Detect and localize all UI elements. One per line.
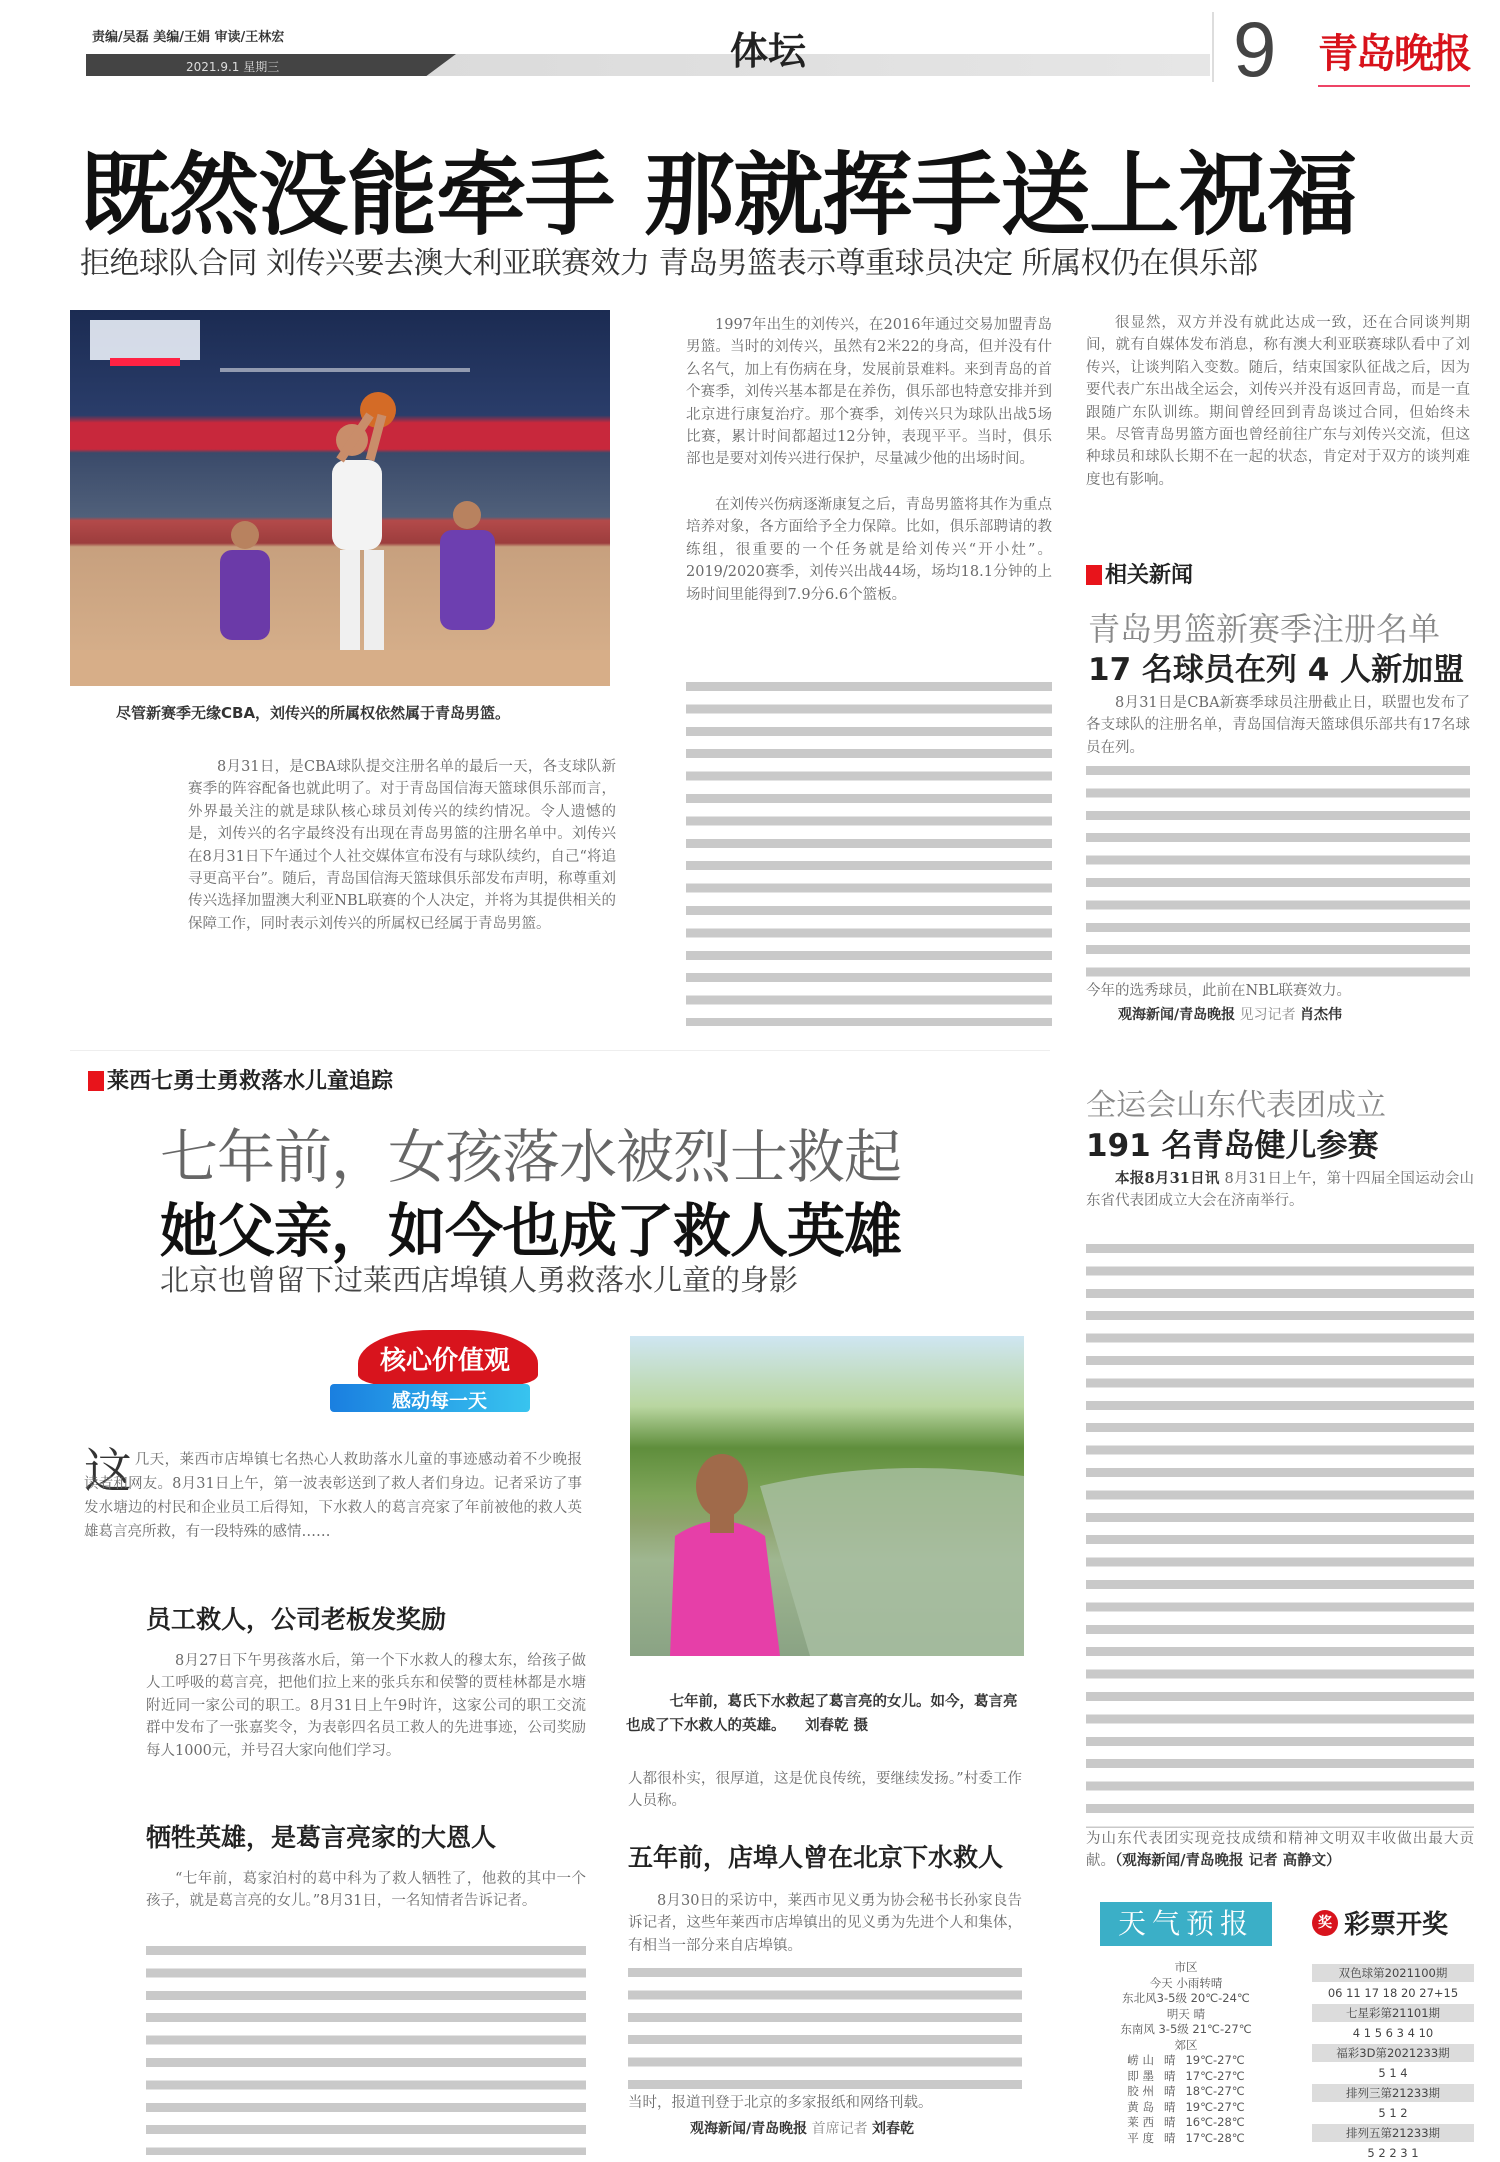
story2-paragraph-4: 8月30日的采访中，莱西市见义勇为协会秘书长孙家良告诉记者，这些年莱西市店埠镇出的见义勇为先进个人和集体，有相当一部分来自店埠镇。 xyxy=(628,1893,1022,1954)
district-weather-row xyxy=(1086,2053,1286,2069)
story3-body-text xyxy=(1086,1238,1474,1828)
district-weather-row xyxy=(1086,2084,1286,2100)
district-temp: 19℃-27℃ xyxy=(1185,2053,1245,2067)
district-sky: 晴 xyxy=(1163,2068,1176,2083)
district-sky: 晴 xyxy=(1163,2130,1176,2145)
byline-source: 观海新闻/青岛晚报 xyxy=(1118,1007,1236,1023)
story2-headline-1: 七年前，女孩落水被烈士救起 xyxy=(160,1123,902,1191)
story2-body-text-2 xyxy=(628,1962,1022,2090)
section-title: 体坛 xyxy=(730,29,807,73)
photo-credit: 刘春乾 摄 xyxy=(805,1718,869,1734)
weather-title: 天气预报 xyxy=(1100,1902,1272,1946)
story2-paragraph-2: “七年前，葛家泊村的葛中科为了救人牺牲了，他救的其中一个孩子，就是葛言亮的女儿。”8月31日，一名知情者告诉记者。 xyxy=(146,1871,586,1910)
district-weather-row xyxy=(1086,2100,1286,2116)
dropcap: 这 xyxy=(84,1443,133,1499)
lottery-header xyxy=(1312,1904,1448,1941)
district-weather-row xyxy=(1086,2069,1286,2085)
district-weather-row xyxy=(1086,2131,1286,2147)
badge-bottom-text: 感动每一天 xyxy=(392,1390,488,1412)
related-headline-2: 17 名球员在列 4 人新加盟 xyxy=(1088,652,1465,688)
lottery-draw-name: 排列五第21233期 xyxy=(1312,2124,1474,2142)
story3-headline-1: 全运会山东代表团成立 xyxy=(1086,1088,1386,1123)
related-body-text xyxy=(1086,760,1470,982)
basketball-scene xyxy=(70,310,610,686)
story2-subhead-3: 五年前，店埠人曾在北京下水救人 xyxy=(628,1843,1004,1872)
lottery-draw-name: 排列三第21233期 xyxy=(1312,2084,1474,2102)
header-divider xyxy=(1212,12,1214,82)
story3-byline: （观海新闻/青岛晚报 记者 高静文） xyxy=(1115,1852,1341,1870)
newspaper-logo: 青岛晚报 xyxy=(1318,22,1470,87)
rescuer-photo xyxy=(630,1336,1024,1656)
lottery-numbers: 06 11 17 18 20 27+15 xyxy=(1327,1986,1459,2000)
district-name: 即 墨 xyxy=(1127,2068,1154,2083)
lead-paragraph-3: 在刘传兴伤病逐渐康复之后，青岛男篮将其作为重点培养对象，各方面给予全力保障。比如，俱乐部聘请的教练组，很重要的一个任务就是给刘传兴“开小灶”。2019/2020赛季，刘传兴出战44场，场均18.1分钟的上场时间里能得到7.9分6.6个篮板。 xyxy=(686,497,1052,603)
lead-body-text xyxy=(686,676,1052,1026)
story2-paragraph-end: 当时，报道刊登于北京的多家报纸和网络刊载。 xyxy=(628,2095,933,2111)
district-name: 莱 西 xyxy=(1127,2115,1154,2129)
related-paragraph-end: 今年的选秀球员，此前在NBL联赛效力。 xyxy=(1086,983,1351,999)
lottery-draw-name: 七星彩第21101期 xyxy=(1312,2004,1474,2022)
page-number: 9 xyxy=(1233,5,1277,93)
related-headline-1: 青岛男篮新赛季注册名单 xyxy=(1088,610,1441,648)
byline-source: 观海新闻/青岛晚报 xyxy=(690,2121,808,2137)
lottery-draw-name: 双色球第2021100期 xyxy=(1312,1964,1474,1982)
story3-text: 8月31日上午，第十四届全国运动会山东省代表团成立大会在济南举行。 xyxy=(1086,1171,1474,1210)
lottery-numbers: 5 1 4 xyxy=(1378,2066,1408,2080)
lead-paragraph-4: 很显然，双方并没有就此达成一致，还在合同谈判期间，就有自媒体发布消息，称有澳大利亚联赛球队看中了刘传兴，让谈判陷入变数。随后，结束国家队征战之后，因为要代表广东出战全运会，刘传兴并没有返回青岛，而是一直跟随广东队训练。期间曾经回到青岛谈过合同，但始终未果。尽管青岛男篮方面也曾经前往广东与刘传兴交流，但这种球员和球队长期不在一起的状态，肯定对于双方的谈判难度也有影响。 xyxy=(1086,315,1470,488)
story2-subheadline: 北京也曾留下过莱西店埠镇人勇救落水儿童的身影 xyxy=(160,1263,799,1297)
byline-name: 刘春乾 xyxy=(872,2121,915,2137)
district-temp: 16℃-28℃ xyxy=(1185,2115,1245,2129)
weather-row: 郊区 xyxy=(1174,2037,1198,2052)
main-subheadline: 拒绝球队合同 刘传兴要去澳大利亚联赛效力 青岛男篮表示尊重球员决定 所属权仍在俱乐部 xyxy=(80,246,1258,281)
weather-row: 今天 小雨转晴 xyxy=(1149,1975,1223,1990)
red-marker-icon xyxy=(1086,565,1102,585)
district-sky: 晴 xyxy=(1163,2053,1176,2067)
weather-row: 明天 晴 xyxy=(1166,2006,1206,2021)
lottery-numbers: 4 1 5 6 3 4 10 xyxy=(1352,2026,1434,2040)
story2-headline-2: 她父亲，如今也成了救人英雄 xyxy=(160,1197,902,1265)
divider xyxy=(70,1050,1050,1051)
district-name: 胶 州 xyxy=(1127,2084,1154,2098)
caption-text: 七年前，葛氏下水救起了葛言亮的女儿。如今，葛言亮也成了下水救人的英雄。 xyxy=(626,1694,1018,1734)
lead-photo-caption: 尽管新赛季无缘CBA，刘传兴的所属权依然属于青岛男篮。 xyxy=(116,704,511,722)
story2-byline xyxy=(690,2118,914,2138)
lottery-draw-name: 福彩3D第2021233期 xyxy=(1312,2044,1474,2062)
district-temp: 19℃-27℃ xyxy=(1185,2099,1245,2114)
lottery-title: 彩票开奖 xyxy=(1344,1910,1449,1940)
basketball-photo xyxy=(70,310,610,686)
district-sky: 晴 xyxy=(1163,2115,1176,2129)
red-marker-icon xyxy=(88,1071,104,1091)
story3-paragraph-1 xyxy=(1086,1168,1474,1236)
district-sky: 晴 xyxy=(1163,2099,1176,2114)
district-sky: 晴 xyxy=(1163,2084,1176,2098)
district-temp: 17℃-27℃ xyxy=(1185,2068,1245,2083)
weather-forecast xyxy=(1086,1960,1286,2146)
lottery-icon: 奖 xyxy=(1312,1910,1338,1936)
dateline: 本报8月31日讯 xyxy=(1115,1170,1220,1187)
byline-role: 见习记者 xyxy=(1239,1007,1296,1023)
lead-paragraph-2: 1997年出生的刘传兴，在2016年通过交易加盟青岛男篮。当时的刘传兴，虽然有2米22的身高，但并没有什么名气，加上有伤病在身，发展前景难料。来到青岛的首个赛季，刘传兴基本都是在养伤，俱乐部也特意安排并到北京进行康复治疗。那个赛季，刘传兴只为球队出战5场比赛，累计时间都超过12分钟，表现平平。当时，俱乐部也是要对刘传兴进行保护，尽量减少他的出场时间。 xyxy=(686,317,1052,468)
story3-text-end: 为山东代表团实现竞技成绩和精神文明双丰收做出最大贡献。 xyxy=(1086,1831,1474,1870)
byline-name: 肖杰伟 xyxy=(1300,1007,1343,1023)
related-paragraph-1: 8月31日是CBA新赛季球员注册截止日，联盟也发布了各支球队的注册名单，青岛国信海天篮球俱乐部共有17名球员在列。 xyxy=(1086,695,1470,756)
story3-paragraph-end xyxy=(1086,1828,1474,1876)
story2-subhead-1: 员工救人，公司老板发奖励 xyxy=(146,1605,447,1634)
district-temp: 18℃-27℃ xyxy=(1185,2084,1245,2098)
editor-credits: 责编/吴磊 美编/王娟 审读/王林宏 xyxy=(92,30,285,45)
story3-headline-2: 191 名青岛健儿参赛 xyxy=(1086,1128,1379,1164)
lottery-numbers: 5 1 2 xyxy=(1378,2106,1408,2120)
related-label-text: 相关新闻 xyxy=(1105,563,1194,588)
weather-row: 东北风3-5级 20℃-24℃ xyxy=(1122,1991,1250,2005)
story2-paragraph-1: 8月27日下午男孩落水后，第一个下水救人的穆太东，给孩子做人工呼吸的葛言亮，把他们拉上来的张兵东和侯警的贾桂林都是水塘附近同一家公司的职工。8月31日上午9时许，这家公司的职工交流群中发布了一张嘉奖令，为表彰四名员工救人的先进事迹，公司奖励每人1000元，并号召大家向他们学习。 xyxy=(146,1653,586,1759)
lottery-numbers: 5 2 2 3 1 xyxy=(1367,2146,1419,2160)
district-name: 崂 山 xyxy=(1127,2053,1154,2067)
story2-intro: 几天，莱西市店埠镇七名热心人救助落水儿童的事迹感动着不少晚报读者和网友。8月31日上午，第一波表彰送到了救人者们身边。记者采访了事发水塘边的村民和企业员工后得知，下水救人的葛言亮家了年前被他的救人英雄葛言亮所救，有一段特殊的感情…… xyxy=(84,1452,582,1540)
kicker-text: 莱西七勇士勇救落水儿童追踪 xyxy=(107,1069,394,1094)
main-headline: 既然没能牵手 那就挥手送上祝福 xyxy=(80,143,1357,248)
lottery-results xyxy=(1312,1962,1474,2162)
issue-date: 2021.9.1 星期三 xyxy=(186,60,280,74)
district-temp: 17℃-28℃ xyxy=(1185,2130,1245,2145)
weather-row: 市区 xyxy=(1174,1960,1198,1974)
story2-subhead-2: 牺牲英雄，是葛言亮家的大恩人 xyxy=(146,1823,497,1852)
core-values-badge xyxy=(330,1322,550,1412)
story2-kicker xyxy=(88,1064,393,1095)
story2-body-text xyxy=(146,1940,586,2155)
related-news-label xyxy=(1086,558,1193,589)
weather-row: 东南风 3-5级 21℃-27℃ xyxy=(1120,2022,1252,2036)
rescuer-photo-caption xyxy=(626,1690,1022,1738)
district-name: 黄 岛 xyxy=(1127,2099,1154,2114)
district-name: 平 度 xyxy=(1127,2130,1154,2145)
byline-role: 首席记者 xyxy=(811,2121,868,2137)
district-weather-row xyxy=(1086,2115,1286,2131)
badge-top-text: 核心价值观 xyxy=(380,1346,511,1376)
lead-paragraph-1: 8月31日，是CBA球队提交注册名单的最后一天，各支球队新赛季的阵容配备也就此明了。对于青岛国信海天篮球俱乐部而言，外界最关注的就是球队核心球员刘传兴的续约情况。令人遗憾的是，刘传兴的名字最终没有出现在青岛男篮的注册名单中。刘传兴在8月31日下午通过个人社交媒体宣布没有与球队续约，自己“将追寻更高平台”。随后，青岛国信海天篮球俱乐部发布声明，称尊重刘传兴选择加盟澳大利亚NBL联赛的个人决定，并将为其提供相关的保障工作，同时表示刘传兴的所属权已经属于青岛男篮。 xyxy=(188,759,616,932)
rescuer-scene xyxy=(630,1336,1024,1656)
related-byline xyxy=(1118,1004,1342,1024)
story2-paragraph-3: 人都很朴实，很厚道，这是优良传统，要继续发扬。”村委工作人员称。 xyxy=(628,1771,1022,1810)
